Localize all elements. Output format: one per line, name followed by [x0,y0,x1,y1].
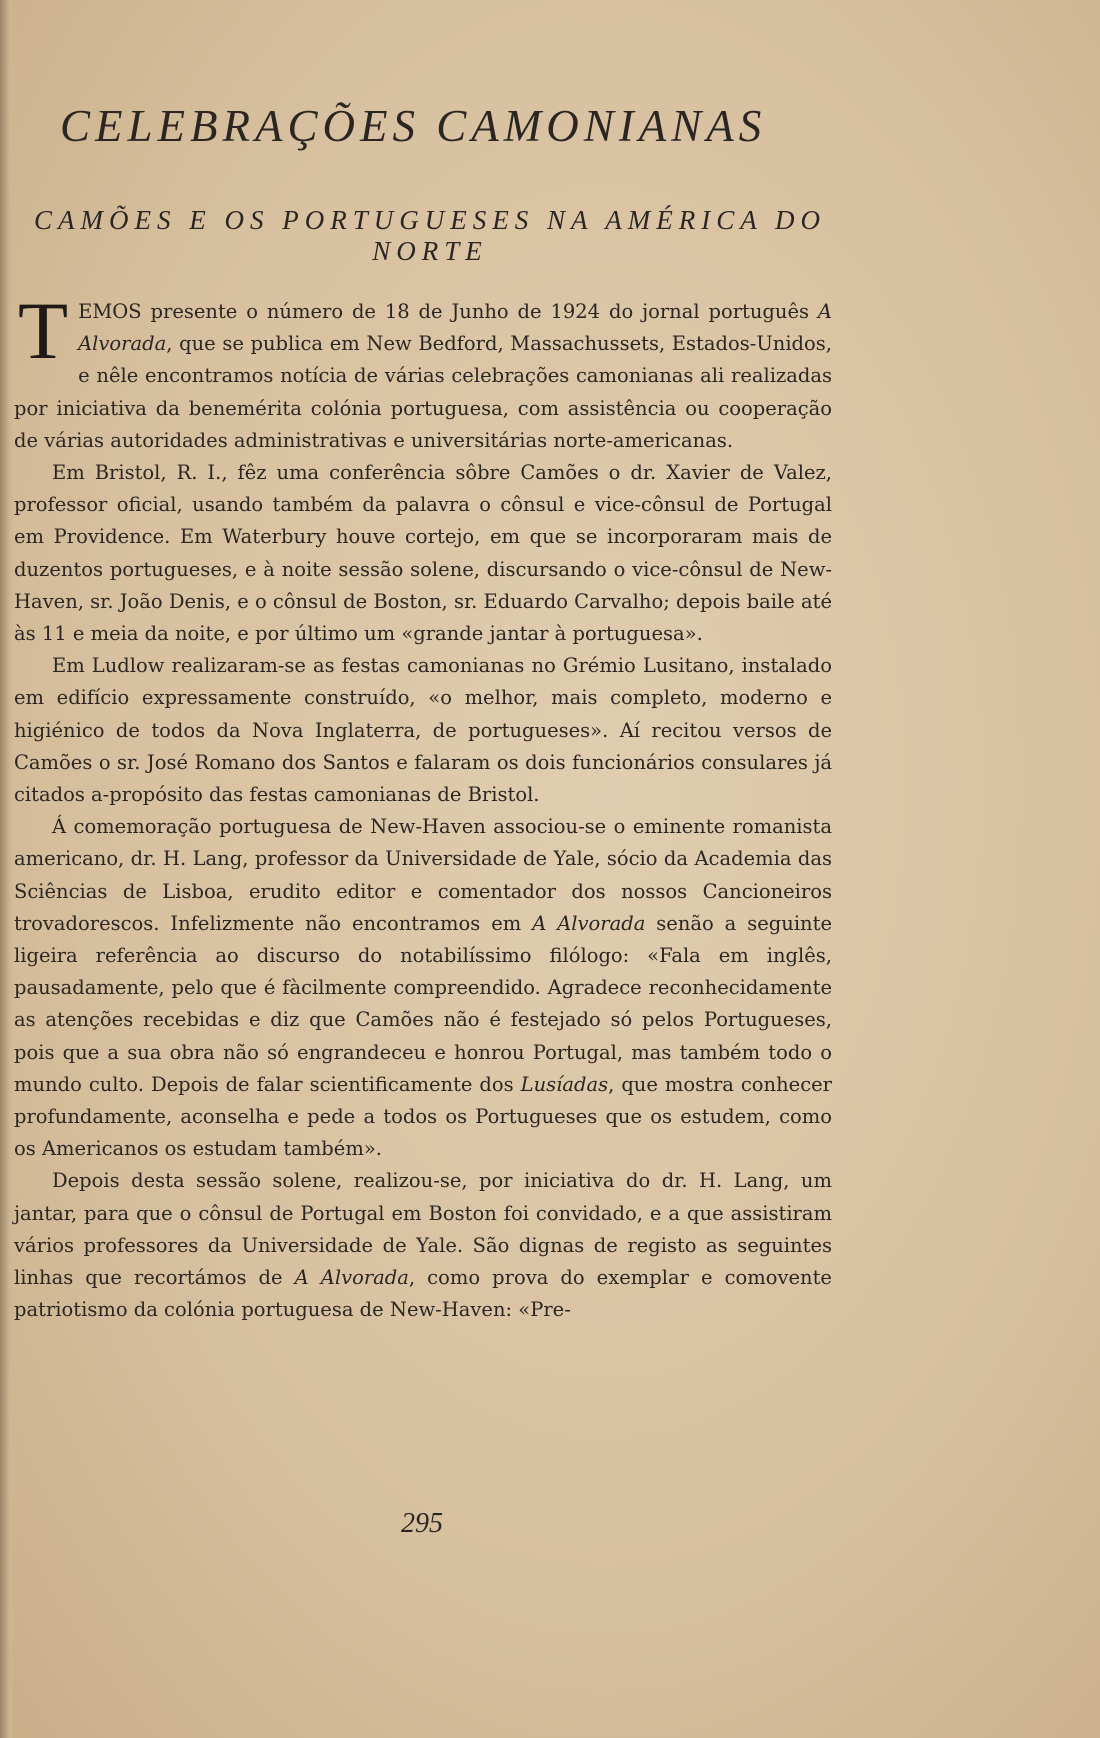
publication-name: A Alvorada [294,1266,409,1290]
paragraph-5: Depois desta sessão solene, realizou-se, por iniciativa do dr. H. Lang, um jantar, para que o cônsul de Portugal em Boston foi convidado, e a que assistiram vários professores da Universidade de Yale. São dignas de registo as seguintes linhas que recortámos de A Alvorada, como prova do exemplar e comovente patriotismo da colónia portuguesa de New-Haven: «Pre- [14,1169,832,1322]
page-number: 295 [401,1508,443,1539]
page-edge [0,0,14,1738]
publication-name: A Alvorada [532,911,646,935]
article-body [14,285,833,1327]
paragraph-4: Á comemoração portuguesa de New-Haven associou-se o eminente romanista americano, dr. H. Lang, professor da Universidade de Yale, sócio da Academia das Sciências de Lisboa, erudito editor e comentador dos nossos Cancioneiros trovadorescos. Infelizmente não encontramos em A Alvorada senão a seguinte ligeira referência ao discurso do notabilíssimo filólogo: «Fala em inglês, pausadamente, pelo que é fàcilmente compreendido. Agradece reconhecidamente as atenções recebidas e diz que Camões não é festejado só pelos Portugueses, pois que a sua obra não só engrandeceu e honrou Portugal, mas também todo o mundo culto. Depois de falar scientificamente dos Lusíadas, que mostra conhecer profundamente, aconselha e pede a todos os Portugueses que os estudem, como os Americanos os estudam também». [14,815,832,1161]
drop-cap: T [18,285,69,376]
work-title: Lusíadas [520,1072,609,1096]
publication-name: A Alvorada [78,300,832,356]
paragraph-2: Em Bristol, R. I., fêz uma conferência sôbre Camões o dr. Xavier de Valez, professor oficial, usando também da palavra o cônsul e vice-cônsul de Portugal em Providence. Em Waterbury houve cortejo, em que se incorporaram mais de duzentos portugueses, e à noite sessão solene, discursando o vice-cônsul de New-Haven, sr. João Denis, e o cônsul de Boston, sr. Eduardo Carvalho; depois baile até às 11 e meia da noite, e por último um «grande jantar à portuguesa». [14,461,833,646]
subtitle: CAMÕES E OS PORTUGUESES NA AMÉRICA DO NORTE [34,205,826,266]
paragraph-1: TEMOS presente o número de 18 de Junho de 1924 do jornal português A Alvorada, que se publica em New Bedford, Massachussets, Estados-Unidos, e nêle encontramos notícia de várias celebrações camonianas ali realizadas por iniciativa da benemérita colónia portuguesa, com assistência ou cooperação de várias autoridades administrativas e universitárias norte-americanas. [14,285,832,452]
paragraph-3: Em Ludlow realizaram-se as festas camonianas no Grémio Lusitano, instalado em edifício expressamente construído, «o melhor, mais completo, moderno e higiénico de todos da Nova Inglaterra, de portugueses». Aí recitou versos de Camões o sr. José Romano dos Santos e falaram os dois funcionários consulares já citados a-propósito das festas camonianas de Bristol. [14,654,832,807]
main-title: CELEBRAÇÕES CAMONIANAS [60,101,767,151]
